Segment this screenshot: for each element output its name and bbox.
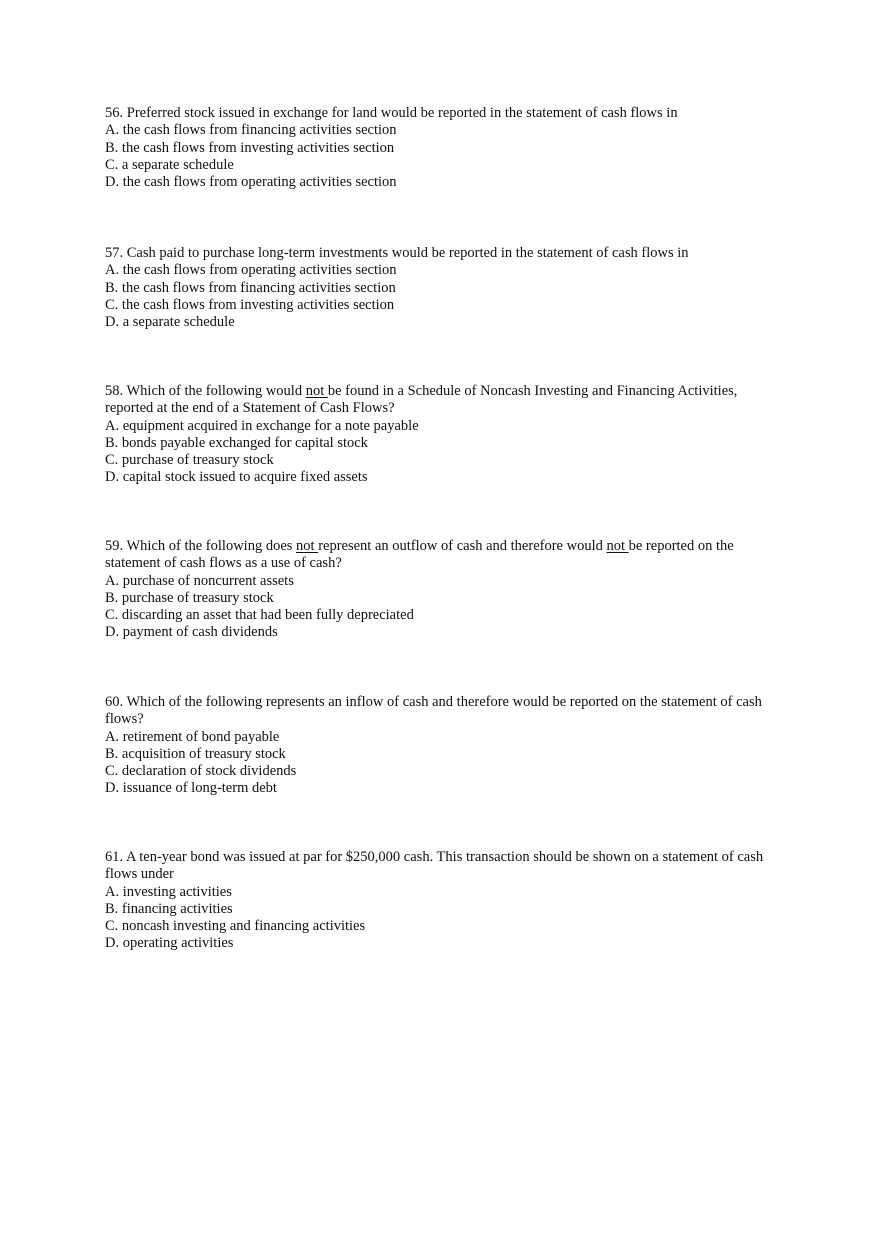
emphasis-not: not (606, 538, 629, 554)
question-60 (105, 694, 765, 798)
question-61 (105, 849, 765, 953)
question-stem (105, 383, 765, 418)
option-b: B. acquisition of treasury stock (105, 745, 286, 762)
option-b: B. the cash flows from investing activities section (105, 139, 395, 156)
option-b: B. financing activities (105, 900, 233, 917)
option-a: A. the cash flows from operating activities section (105, 262, 397, 279)
question-59 (105, 538, 765, 642)
option-c: C. declaration of stock dividends (105, 763, 297, 780)
question-stem: 56. Preferred stock issued in exchange for land would be reported in the statement of cash flows in (105, 105, 678, 121)
option-d: D. the cash flows from operating activities section (105, 174, 397, 191)
option-d: D. a separate schedule (105, 314, 235, 331)
option-d: D. operating activities (105, 935, 234, 952)
option-b: B. bonds payable exchanged for capital stock (105, 434, 368, 451)
option-c: C. discarding an asset that had been fully depreciated (105, 607, 414, 624)
question-stem: 61. A ten-year bond was issued at par for $250,000 cash. This transaction should be shown on a statement of cash flows under (105, 849, 764, 883)
option-b: B. the cash flows from financing activities section (105, 279, 396, 296)
option-c: C. purchase of treasury stock (105, 452, 274, 469)
question-stem: 60. Which of the following represents an inflow of cash and therefore would be reported on the statement of cash flows? (105, 694, 762, 728)
stem-part: represent an outflow of cash and therefore would (318, 538, 607, 554)
question-stem: 57. Cash paid to purchase long-term investments would be reported in the statement of cash flows in (105, 245, 689, 261)
option-c: C. noncash investing and financing activities (105, 918, 366, 935)
stem-part: be reported on the statement of cash flows as a use of cash? (105, 538, 734, 572)
emphasis-not: not (296, 538, 319, 554)
option-a: A. retirement of bond payable (105, 728, 280, 745)
emphasis-not: not (305, 383, 328, 399)
option-a: A. investing activities (105, 883, 232, 900)
stem-part: 58. Which of the following would (105, 383, 306, 399)
stem-part: 59. Which of the following does (105, 538, 297, 554)
option-a: A. purchase of noncurrent assets (105, 572, 294, 589)
option-c: C. a separate schedule (105, 156, 234, 173)
option-c: C. the cash flows from investing activities section (105, 296, 395, 313)
option-b: B. purchase of treasury stock (105, 589, 274, 606)
option-d: D. issuance of long-term debt (105, 780, 277, 797)
stem-part: be found in a Schedule of Noncash Investing and Financing Activities, reported at the end of a Statement of Cash Flows? (105, 383, 738, 417)
question-58 (105, 383, 765, 487)
question-57 (105, 245, 765, 331)
option-d: D. payment of cash dividends (105, 624, 278, 641)
question-56 (105, 105, 765, 191)
option-a: A. equipment acquired in exchange for a note payable (105, 417, 419, 434)
option-d: D. capital stock issued to acquire fixed assets (105, 469, 368, 486)
question-stem (105, 538, 765, 573)
option-a: A. the cash flows from financing activities section (105, 122, 397, 139)
